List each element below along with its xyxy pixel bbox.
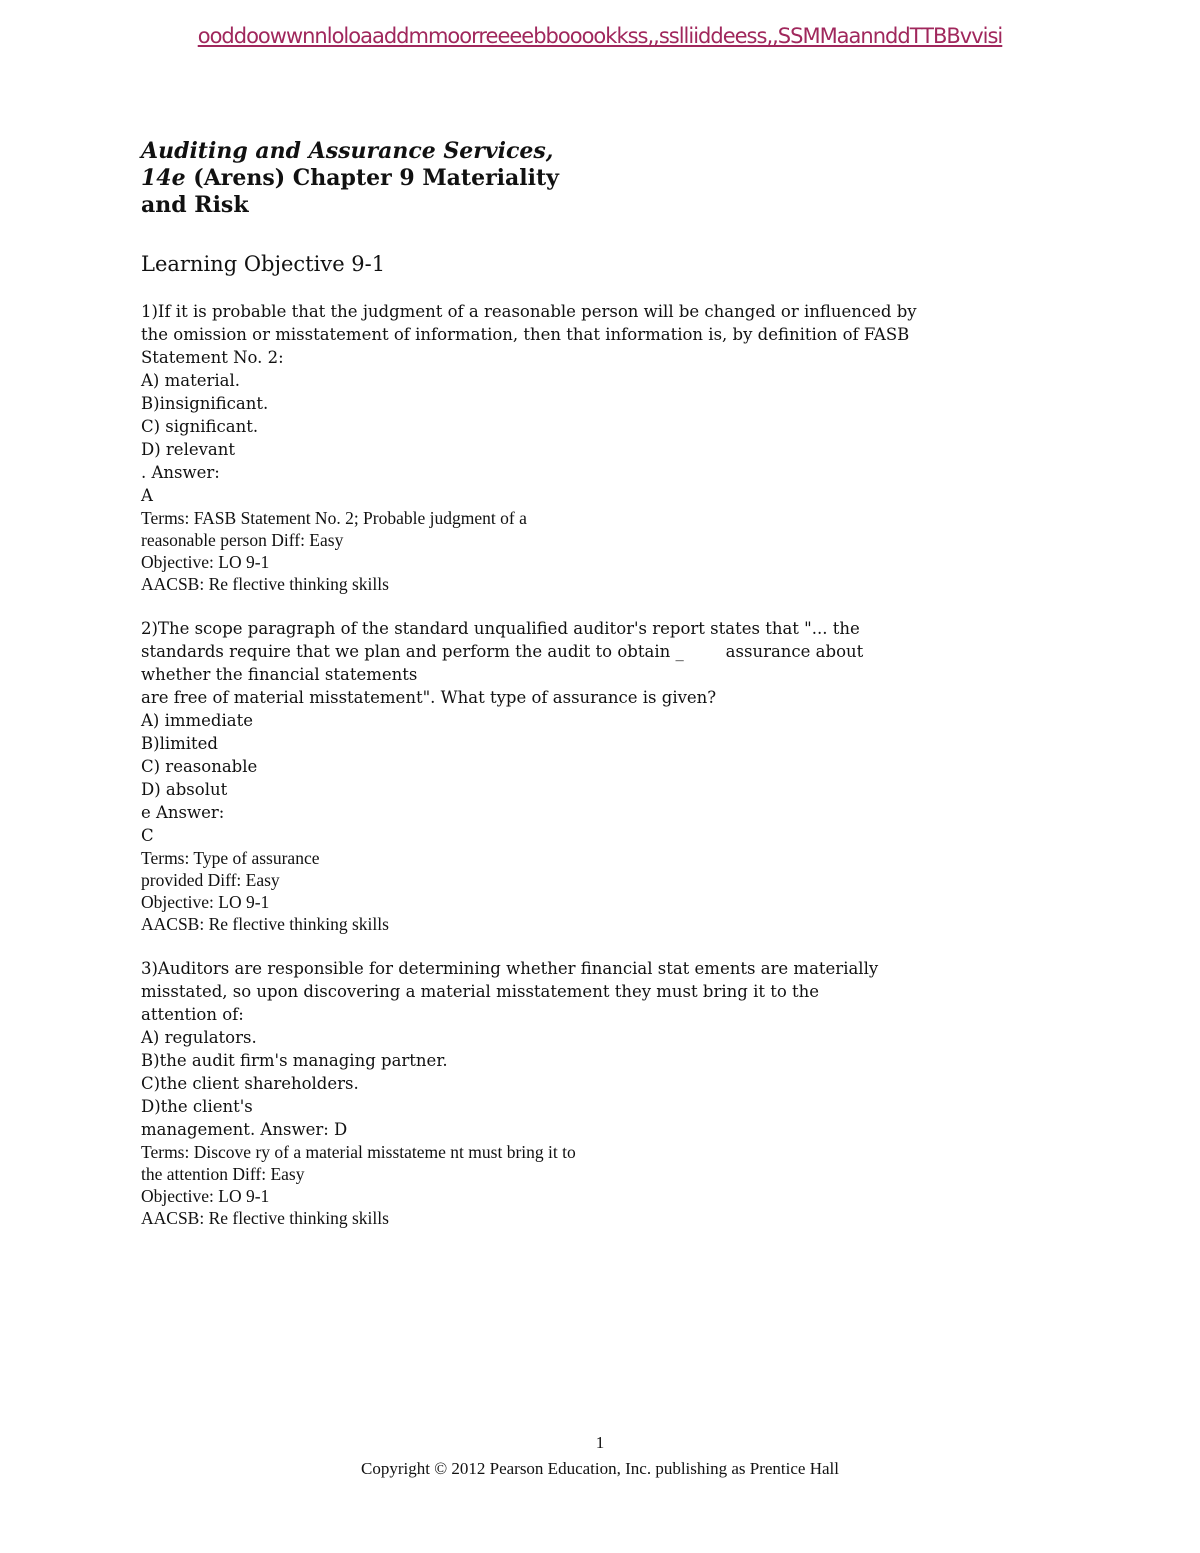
answer-option: B)the audit firm's managing partner. [141, 1051, 448, 1070]
answer-label: . Answer: [141, 463, 220, 482]
page-number: 1 [595, 1433, 605, 1452]
answer-option: B)limited [141, 734, 218, 753]
answer-option: C) significant. [141, 417, 259, 436]
meta-aacsb: AACSB: Re flective thinking skills [141, 914, 389, 934]
question-meta [141, 507, 1061, 595]
question-text-line: attention of: [141, 1005, 244, 1024]
question-meta [141, 847, 1061, 935]
answer-value: A [141, 486, 153, 505]
section-heading: Learning Objective 9-1 [141, 252, 386, 276]
meta-difficulty: the attention Diff: Easy [141, 1164, 305, 1184]
meta-difficulty: reasonable person Diff: Easy [141, 530, 344, 550]
meta-terms: Terms: Type of assurance [141, 848, 320, 868]
question-text-line: are free of material misstatement". What type of assurance is given? [141, 688, 717, 707]
meta-objective: Objective: LO 9-1 [141, 892, 270, 912]
answer-value: C [141, 826, 154, 845]
answer-option: D) relevant [141, 440, 236, 459]
answer-option: A) regulators. [141, 1028, 257, 1047]
answer-label: e Answer: [141, 803, 225, 822]
question-text-line: 3)Auditors are responsible for determining whether financial stat ements are materially [141, 959, 879, 978]
document-body [141, 138, 1061, 1229]
meta-difficulty: provided Diff: Easy [141, 870, 280, 890]
answer-option: C) reasonable [141, 757, 258, 776]
meta-terms: Terms: Discove ry of a material misstateme nt must bring it to [141, 1142, 576, 1162]
answer-option: D)the client's [141, 1097, 253, 1116]
question-text-line: misstated, so upon discovering a material misstatement they must bring it to the [141, 982, 820, 1001]
question-2 [141, 617, 1061, 935]
question-text-line: standards require that we plan and perform the audit to obtain _ assurance about [141, 642, 864, 661]
question-text-line: the omission or misstatement of information, then that information is, by definition of FASB [141, 325, 910, 344]
question-meta [141, 1141, 1061, 1229]
copyright-notice: Copyright © 2012 Pearson Education, Inc. publishing as Prentice Hall [361, 1459, 839, 1478]
answer-label: management. Answer: D [141, 1120, 348, 1139]
watermark-text: ooddoowwnnloloaaddmmoorreeeebbooookkss,,sslliiddeess,,SSMMaannddTTBBvvisi [197, 24, 1003, 48]
question-text-line: whether the financial statements [141, 665, 418, 684]
title-line-1: Auditing and Assurance Services, [141, 138, 554, 164]
answer-option: B)insignificant. [141, 394, 269, 413]
meta-terms: Terms: FASB Statement No. 2; Probable judgment of a [141, 508, 527, 528]
answer-option: A) immediate [141, 711, 254, 730]
meta-objective: Objective: LO 9-1 [141, 552, 270, 572]
question-text-line: Statement No. 2: [141, 348, 284, 367]
answer-option: C)the client shareholders. [141, 1074, 359, 1093]
meta-aacsb: AACSB: Re flective thinking skills [141, 574, 389, 594]
question-3 [141, 957, 1061, 1229]
question-text-line: 2)The scope paragraph of the standard unqualified auditor's report states that "... the [141, 619, 860, 638]
title-line-2: (Arens) Chapter 9 Materiality [185, 165, 559, 191]
meta-objective: Objective: LO 9-1 [141, 1186, 270, 1206]
question-1 [141, 300, 1061, 595]
document-title [141, 138, 1061, 219]
meta-aacsb: AACSB: Re flective thinking skills [141, 1208, 389, 1228]
question-text-line: 1)If it is probable that the judgment of a reasonable person will be changed or influenced by [141, 302, 917, 321]
answer-option: A) material. [141, 371, 240, 390]
title-line-3: and Risk [141, 192, 249, 218]
answer-option: D) absolut [141, 780, 228, 799]
title-edition: 14e [141, 165, 186, 191]
